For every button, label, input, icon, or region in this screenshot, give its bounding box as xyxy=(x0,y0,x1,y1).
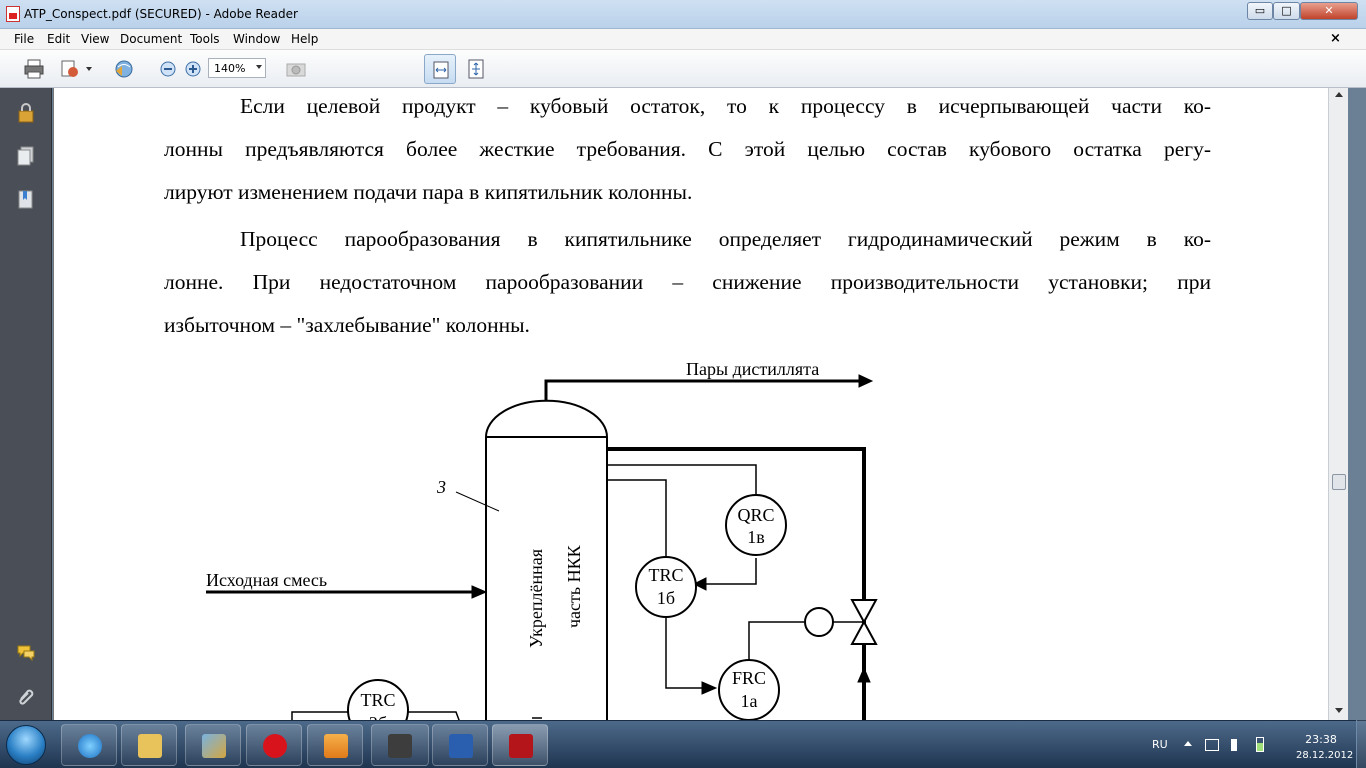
feed-arrow xyxy=(472,586,486,598)
opera-icon xyxy=(263,734,287,758)
scroll-down-icon[interactable] xyxy=(1335,708,1343,713)
toolbar xyxy=(0,50,1366,88)
vertical-scrollbar[interactable] xyxy=(1328,88,1348,720)
svg-text:1а: 1а xyxy=(740,691,758,711)
minimize-button[interactable]: ▭ xyxy=(1247,2,1273,20)
window-titlebar xyxy=(0,0,1366,29)
folder-icon xyxy=(138,734,162,758)
print-icon[interactable] xyxy=(23,58,45,80)
para2-line2: лонне. При недостаточном парообразовании – снижение производительности установки; при xyxy=(164,270,1211,294)
fit-page-icon[interactable] xyxy=(465,58,487,80)
svg-text:QRC: QRC xyxy=(737,505,775,525)
taskbar-media[interactable] xyxy=(307,724,363,766)
para1-line1: Если целевой продукт – кубовый остаток, то к процессу в исчерпывающей части ко- xyxy=(240,94,1211,118)
network-icon[interactable] xyxy=(1205,739,1219,751)
media-player-icon xyxy=(324,734,348,758)
svg-text:TRC: TRC xyxy=(360,690,396,710)
snapshot-camera-icon[interactable] xyxy=(285,58,307,80)
scanner-icon xyxy=(388,734,412,758)
para1-line3: лируют изменением подачи пара в кипятильник колонны. xyxy=(164,180,693,204)
column-text-2: часть НКК xyxy=(564,545,584,628)
scroll-up-icon[interactable] xyxy=(1335,92,1343,97)
feed-label: Исходная смесь xyxy=(206,570,328,590)
comments-icon[interactable] xyxy=(15,642,37,664)
document-close-icon[interactable]: × xyxy=(1330,31,1341,46)
column-dome xyxy=(486,401,607,437)
menu-file[interactable]: File xyxy=(14,32,35,46)
menu-window[interactable]: Window xyxy=(233,32,281,46)
lock-icon[interactable] xyxy=(15,102,37,124)
bookmarks-icon[interactable] xyxy=(15,188,37,210)
para1-line2: лонны предъявляются более жесткие требования. С этой целью состав кубового остатка регу- xyxy=(164,137,1211,161)
taskbar-scanner[interactable] xyxy=(371,724,429,766)
process-diagram xyxy=(54,88,1329,720)
close-button[interactable]: ✕ xyxy=(1300,2,1358,20)
zoom-in-icon[interactable] xyxy=(182,58,204,80)
menu-document[interactable]: Document xyxy=(120,32,183,46)
menu-help[interactable]: Help xyxy=(291,32,319,46)
para2-line1: Процесс парообразования в кипятильнике определяет гидродинамический режим в ко- xyxy=(240,227,1211,251)
svg-text:TRC: TRC xyxy=(648,565,684,585)
fit-width-button[interactable] xyxy=(424,54,456,84)
pages-icon[interactable] xyxy=(15,145,37,167)
word-icon xyxy=(449,734,473,758)
zoom-out-icon[interactable] xyxy=(157,58,179,80)
zoom-dropdown-icon[interactable] xyxy=(256,65,262,69)
para2-line3: избыточном – "захлебывание" колонны. xyxy=(164,313,530,337)
distillate-label: Пары дистиллята xyxy=(686,359,820,379)
adobe-reader-icon xyxy=(509,734,533,758)
scrollbar-thumb[interactable] xyxy=(1332,474,1346,490)
menu-tools[interactable]: Tools xyxy=(190,32,220,46)
distillate-line xyxy=(546,381,859,401)
utility-icon xyxy=(202,734,226,758)
ie-icon xyxy=(78,734,102,758)
window-title: ATP_Conspect.pdf (SECURED) - Adobe Reader xyxy=(24,7,298,21)
valve-actuator xyxy=(805,608,833,636)
taskbar-tool[interactable] xyxy=(185,724,241,766)
tray-expand-icon[interactable] xyxy=(1184,741,1192,746)
column-text-1: Укреплённая xyxy=(526,548,546,648)
window-frame xyxy=(1348,88,1366,720)
attachments-icon[interactable] xyxy=(15,685,37,707)
column-number: 3 xyxy=(437,477,446,497)
document-view[interactable] xyxy=(53,88,1328,720)
taskbar-adobe-reader[interactable] xyxy=(492,724,548,766)
menu-bar xyxy=(0,29,1366,50)
battery-icon[interactable] xyxy=(1256,737,1264,752)
pdf-app-icon xyxy=(6,6,20,22)
svg-text:1в: 1в xyxy=(747,527,765,547)
taskbar-ie[interactable] xyxy=(61,724,117,766)
distillate-arrow xyxy=(859,375,872,387)
svg-text:FRC: FRC xyxy=(731,668,767,688)
clock-date[interactable]: 28.12.2012 xyxy=(1296,750,1354,761)
taskbar-word[interactable] xyxy=(432,724,488,766)
fit-width-icon xyxy=(431,60,451,80)
menu-view[interactable]: View xyxy=(81,32,110,46)
clock-time[interactable]: 23:38 xyxy=(1305,733,1337,746)
share-globe-icon[interactable] xyxy=(113,58,135,80)
volume-icon[interactable] xyxy=(1231,739,1243,751)
navigation-pane xyxy=(0,88,52,720)
start-button[interactable] xyxy=(6,725,46,765)
collaborate-icon[interactable] xyxy=(59,58,81,80)
language-indicator[interactable]: RU xyxy=(1152,738,1168,751)
zoom-input[interactable]: 140% xyxy=(208,58,266,78)
maximize-button[interactable]: □ xyxy=(1273,2,1300,20)
taskbar-opera[interactable] xyxy=(246,724,302,766)
chevron-down-icon[interactable] xyxy=(86,67,92,71)
show-desktop-button[interactable] xyxy=(1356,720,1366,768)
taskbar-explorer[interactable] xyxy=(121,724,177,766)
menu-edit[interactable]: Edit xyxy=(47,32,71,46)
svg-text:1б: 1б xyxy=(656,588,676,608)
